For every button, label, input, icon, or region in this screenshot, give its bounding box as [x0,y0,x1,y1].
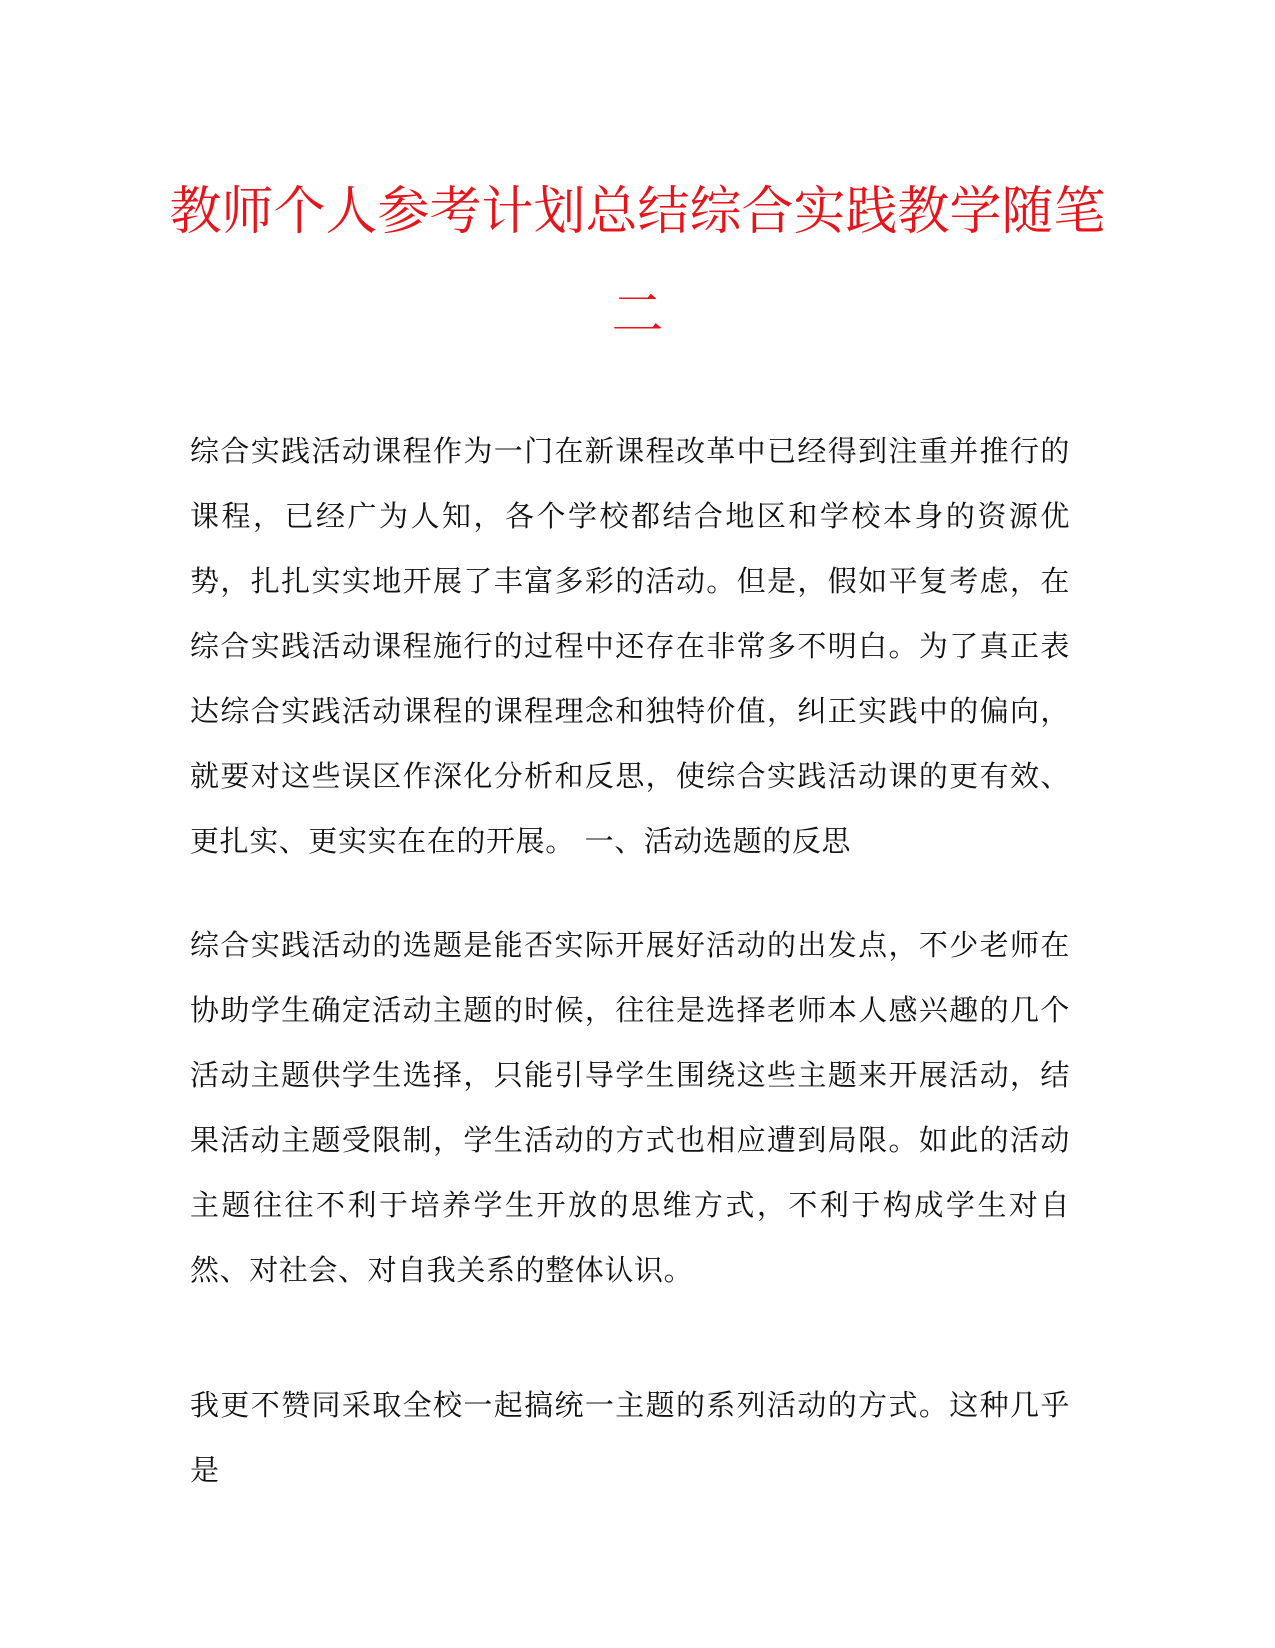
paragraph-2 [190,913,1070,1303]
paragraph-text: 我更不赞同采取全校一起搞统一主题的系列活动的方式。这种几乎是 [190,1388,1070,1487]
paragraph-1 [190,419,1070,874]
document-title: 教师个人参考计划总结综合实践教学随笔 [169,182,1106,242]
paragraph-text: 综合实践活动的选题是能否实际开展好活动的出发点，不少老师在协助学生确定活动主题的时候，往往是选择老师本人感兴趣的几个活动主题供学生选择，只能引导学生围绕这些主题来开展活动，结果活动主题受限制，学生活动的方式也相应遭到局限。如此的活动主题往往不利于培养学生开放的思维方式，不利于构成学生对自然、对社会、对自我关系的整体认识。 [190,928,1070,1287]
paragraph-3 [190,1373,1070,1503]
paragraph-text: 综合实践活动课程作为一门在新课程改革中已经得到注重并推行的课程，已经广为人知，各个学校都结合地区和学校本身的资源优势，扎扎实实地开展了丰富多彩的活动。但是，假如平复考虑，在综合实践活动课程施行的过程中还存在非常多不明白。为了真正表达综合实践活动课程的课程理念和独特价值，纠正实践中的偏向，就要对这些误区作深化分析和反思，使综合实践活动课的更有效、更扎实、更实实在在的开展。 一、活动选题的反思 [190,434,1070,858]
document-title-continuation: 二 [611,285,664,345]
